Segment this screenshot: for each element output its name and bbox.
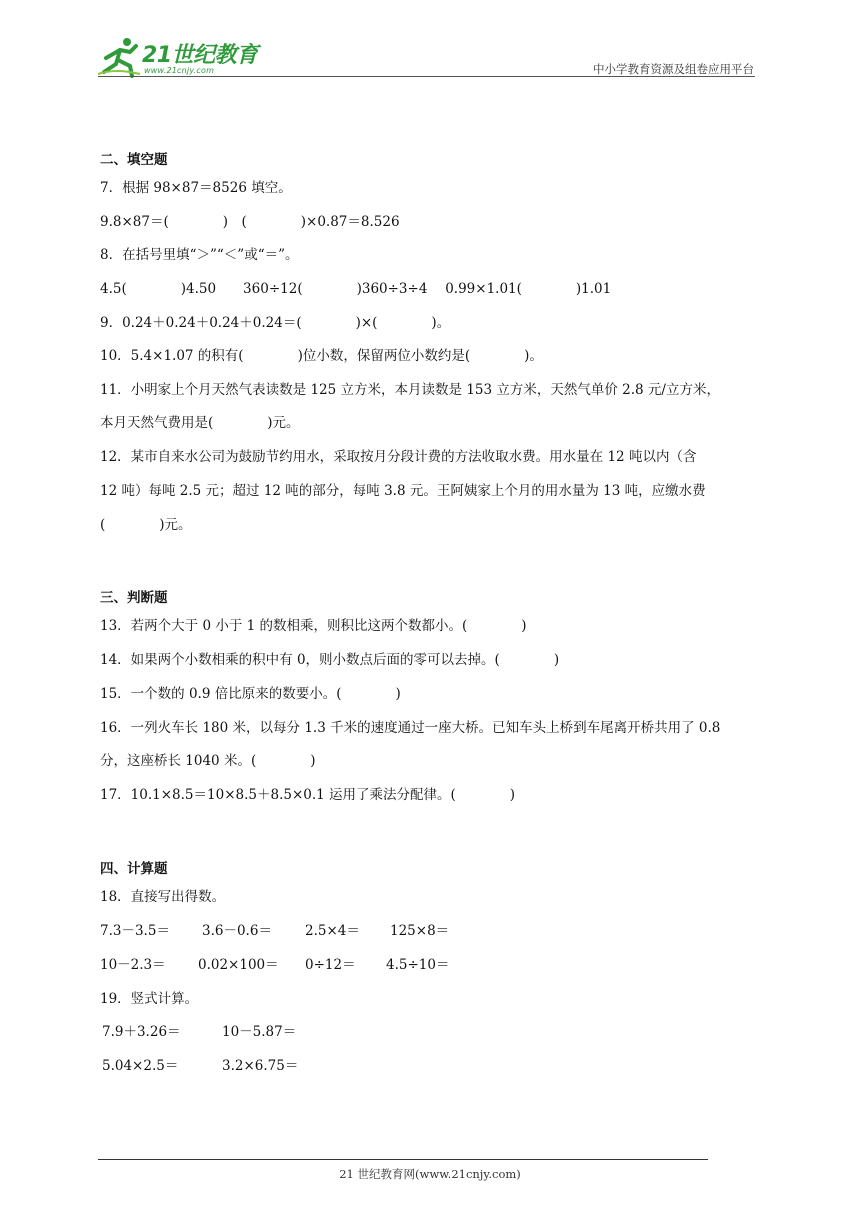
- question-line: 13．若两个大于 0 小于 1 的数相乘，则积比这两个数都小。( ): [100, 618, 527, 634]
- question-line: 9.8×87＝( ) ( )×0.87＝8.526: [100, 214, 400, 230]
- calc-item: 7.9＋3.26＝: [102, 1024, 181, 1040]
- calc-item: 10－2.3＝: [100, 957, 166, 973]
- calc-item: 4.5÷10＝: [386, 957, 450, 973]
- question-line: 9．0.24＋0.24＋0.24＋0.24＝( )×( )。: [100, 315, 451, 331]
- question-line: 16．一列火车长 180 米，以每分 1.3 千米的速度通过一座大桥。已知车头上桥到车尾离开桥共用了 0.8: [100, 720, 721, 736]
- question-line: 12 吨）每吨 2.5 元；超过 12 吨的部分，每吨 3.8 元。王阿姨家上个月的用水量为 13 吨，应缴水费: [100, 483, 706, 499]
- question-line: 本月天然气费用是( )元。: [100, 415, 300, 431]
- calc-item: 3.2×6.75＝: [222, 1058, 299, 1074]
- section-title-calc: 四、计算题: [100, 861, 168, 877]
- calc-item: 125×8＝: [390, 923, 450, 939]
- question-line: 12．某市自来水公司为鼓励节约用水，采取按月分段计费的方法收取水费。用水量在 12 吨以内（含: [100, 449, 697, 465]
- question-line: 4.5( )4.50 360÷12( )360÷3÷4 0.99×1.01( )1.01: [100, 281, 612, 297]
- question-line: 11．小明家上个月天然气表读数是 125 立方米，本月读数是 153 立方米，天然气单价 2.8 元/立方米，: [100, 382, 720, 398]
- calc-item: 3.6－0.6＝: [202, 923, 272, 939]
- header-divider: [98, 76, 755, 77]
- question-line: 分，这座桥长 1040 米。( ): [100, 753, 316, 769]
- footer-text: 21 世纪教育网(www.21cnjy.com): [339, 1167, 521, 1181]
- section-title-fill: 二、填空题: [100, 152, 168, 168]
- question-line: ( )元。: [100, 517, 192, 533]
- calc-item: 2.5×4＝: [305, 923, 360, 939]
- calc-item: 7.3－3.5＝: [100, 923, 170, 939]
- question-line: 18．直接写出得数。: [100, 889, 226, 905]
- calc-item: 0÷12＝: [305, 957, 356, 973]
- question-line: 10．5.4×1.07 的积有( )位小数，保留两位小数约是( )。: [100, 348, 543, 364]
- logo-url: www.21cnjy.com: [144, 66, 215, 75]
- question-line: 19．竖式计算。: [100, 991, 199, 1007]
- question-line: 8．在括号里填“＞”“＜”或“＝”。: [100, 247, 299, 263]
- footer-divider: [98, 1159, 708, 1160]
- question-line: 15．一个数的 0.9 倍比原来的数要小。( ): [100, 686, 401, 702]
- calc-item: 10－5.87＝: [222, 1024, 297, 1040]
- calc-item: 0.02×100＝: [198, 957, 279, 973]
- logo-text: 21世纪教育: [142, 43, 258, 68]
- question-line: 7．根据 98×87＝8526 填空。: [100, 180, 292, 196]
- calc-item: 5.04×2.5＝: [102, 1058, 179, 1074]
- question-line: 17．10.1×8.5＝10×8.5＋8.5×0.1 运用了乘法分配律。( ): [100, 787, 516, 803]
- section-title-judge: 三、判断题: [100, 590, 168, 606]
- question-line: 14．如果两个小数相乘的积中有 0，则小数点后面的零可以去掉。( ): [100, 652, 560, 668]
- platform-title: 中小学教育资源及组卷应用平台: [593, 62, 754, 76]
